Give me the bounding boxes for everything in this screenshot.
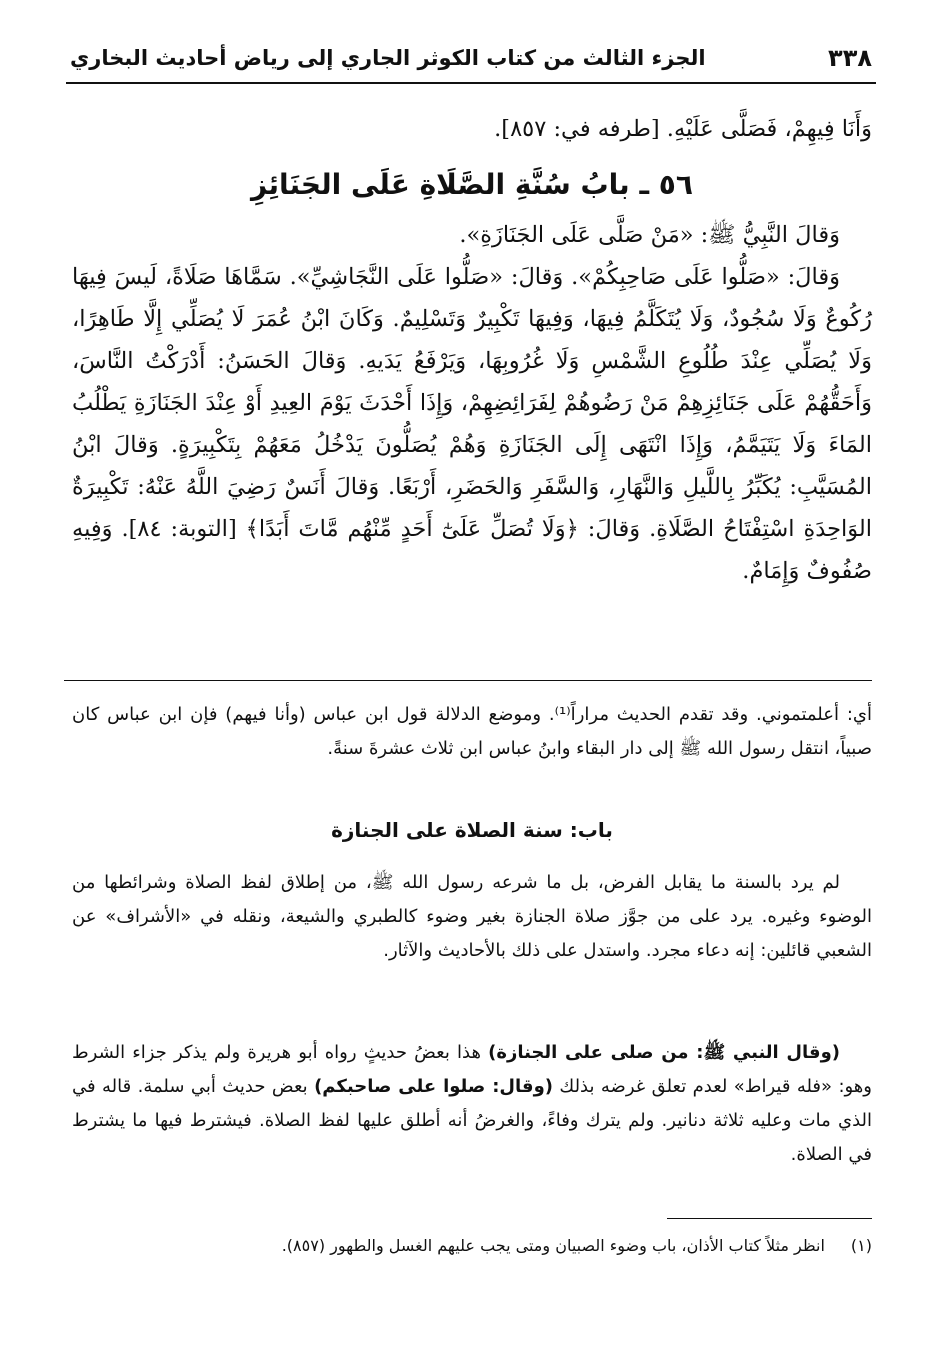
footnote-marker: (١) xyxy=(850,1236,872,1255)
hadith-paragraph-2: وَقالَ: «صَلُّوا عَلَى صَاحِبِكُمْ». وَقالَ: «صَلُّوا عَلَى النَّجَاشِيِّ». سَمَّاهَا صَلَاةً، لَيسَ فِيهَا رُكُوعٌ وَلَا سُجُودٌ، وَلَا يُتَكَلَّمُ فِيهَا، وَفِيهَا تَكْبِيرٌ وَتَسْلِيمٌ. وَكَانَ ابْنُ عُمَرَ لَا يُصَلِّي إِلَّا طَاهِرًا، وَلَا يُصَلِّي عِنْدَ طُلُوعِ الشَّمْسِ وَلَا غُرُوبِهَا، وَيَرْفَعُ يَدَيهِ. وَقالَ الحَسَنُ: أَدْرَكْتُ النَّاسَ، وَأَحَقُّهُمْ عَلَى جَنَائِزِهِمْ مَنْ رَضُوهُمْ لِفَرَائِضِهِمْ، وَإِذَا أَحْدَثَ يَوْمَ العِيدِ أَوْ عِنْدَ الجَنَازَةِ يَطْلُبُ المَاءَ وَلَا يَتَيَمَّمُ، وَإِذَا انْتَهَى إِلَى الجَنَازَةِ وَهُمْ يُصَلُّونَ يَدْخُلُ مَعَهُمْ بِتَكْبِيرَةٍ. وَقالَ ابْنُ المُسَيَّبِ: يُكَبِّرُ بِاللَّيلِ وَالنَّهَارِ، وَالسَّفَرِ وَالحَضَرِ، أَرْبَعًا. وَقالَ أَنَسٌ رَضِيَ اللَّهُ عَنْهُ: تَكْبِيرَةٌ الوَاحِدَةِ اسْتِفْتَاحُ الصَّلَاةِ. وَقالَ: ﴿وَلَا تُصَلِّ عَلَىٰٓ أَحَدٍ مِّنْهُم مَّاتَ أَبَدًا﴾ [التوبة: ٨٤]. وَفِيهِ صُفُوفٌ وَإِمَامٌ. xyxy=(72,264,872,584)
commentary-paragraph-2 xyxy=(72,866,872,968)
footnote-text: انظر مثلاً كتاب الأذان، باب وضوء الصبيان ومتى يجب عليهم الغسل والطهور (٨٥٧). xyxy=(281,1236,825,1255)
page-header xyxy=(66,42,876,84)
commentary-paragraph-2-text: لم يرد بالسنة ما يقابل الفرض، بل ما شرعه رسول الله ﷺ، من إطلاق لفظ الصلاة وشرائطها من الوضوء وغيره. يرد على من جوَّز صلاة الجنازة بغير وضوء كالطبري والشيعة، ونقله في «الأشراف» عن الشعبي قائلين: إنه دعاء مجرد. واستدل على ذلك بالأحاديث والآثار. xyxy=(72,872,872,961)
quoted-phrase-2: (وقال: صلوا على صاحبكم) xyxy=(314,1076,553,1097)
chapter-title: ٥٦ ـ بابُ سُنَّةِ الصَّلَاةِ عَلَى الجَنَائِزِ xyxy=(251,168,693,201)
commentary-paragraph-1: أي: أعلمتموني. وقد تقدم الحديث مراراً⁽¹⁾. وموضع الدلالة قول ابن عباس (وأنا فيهم) فإن ابن عباس كان صبياً، انتقل رسول الله ﷺ إلى دار البقاء وابنُ عباس ابن ثلاث عشرةَ سنةً. xyxy=(72,704,872,759)
hadith-body xyxy=(72,214,872,592)
commentary-heading: باب: سنة الصلاة على الجنازة xyxy=(331,818,613,842)
commentary-text-2: بعض حديث أبي سلمة. قاله في الذي مات وعليه ثلاثة دنانير. ولم يترك وفاءً، والغرضُ أنه أطلق عليها لفظ الصلاة. فيشترط فيها ما يشترط في الصلاة. xyxy=(72,1076,872,1165)
footnote-divider xyxy=(667,1218,872,1219)
hadith-line-1: وَقالَ النَّبِيُّ ﷺ: «مَنْ صَلَّى عَلَى الجَنَازَةِ». xyxy=(459,222,840,248)
running-title: الجزء الثالث من كتاب الكوثر الجاري إلى رياض أحاديث البخاري xyxy=(70,46,706,70)
commentary-paragraph-3-text xyxy=(72,1036,872,1172)
footnote xyxy=(72,1232,872,1260)
commentary-text-1: هذا بعضُ حديثٍ رواه أبو هريرة ولم يذكر جزاء الشرط وهو: «فله قيراط» لعدم تعلق غرضه بذلك xyxy=(72,1042,872,1097)
commentary-paragraph-3 xyxy=(72,1036,872,1172)
page-number: ٣٣٨ xyxy=(828,44,872,72)
section-divider xyxy=(64,680,872,681)
quoted-phrase-1: (وقال النبي ﷺ: من صلى على الجنازة) xyxy=(488,1042,840,1063)
hadith-opening-line: وَأَنَا فِيهِمْ، فَصَلَّى عَلَيْهِ. [طرفه في: ٨٥٧]. xyxy=(494,116,872,142)
